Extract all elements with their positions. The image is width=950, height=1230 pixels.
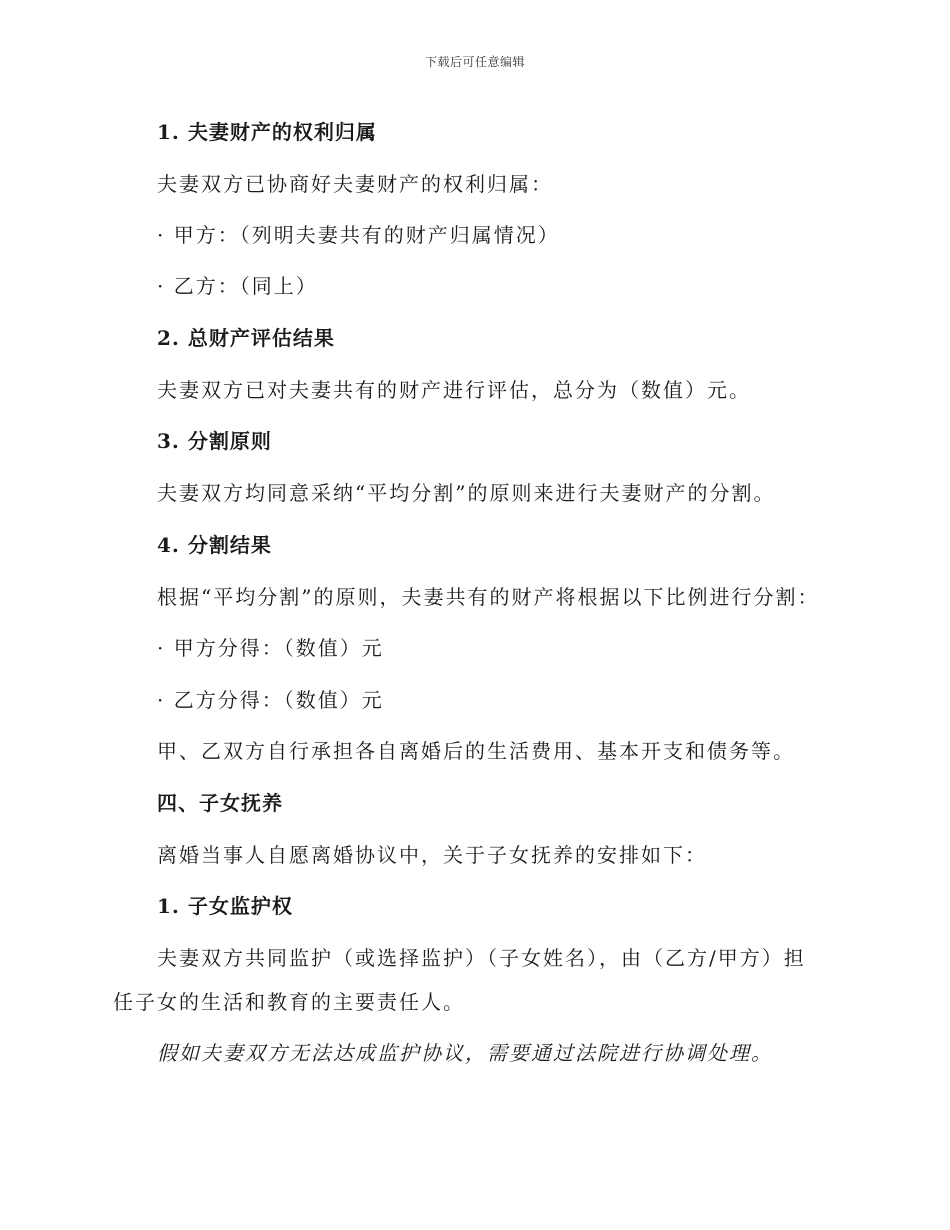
section-heading-valuation: 2. 总财产评估结果 <box>157 326 335 350</box>
bullet-party-b-share: · 乙方分得：（数值）元 <box>157 688 384 712</box>
bullet-party-a-share: · 甲方分得：（数值）元 <box>157 636 384 660</box>
paragraph-division-principle: 夫妻双方均同意采纳“平均分割”的原则来进行夫妻财产的分割。 <box>157 481 776 505</box>
section-heading-property-ownership: 1. 夫妻财产的权利归属 <box>157 120 377 144</box>
page-header: 下载后可任意编辑 <box>424 55 525 69</box>
paragraph-ownership-intro: 夫妻双方已协商好夫妻财产的权利归属： <box>157 172 553 196</box>
paragraph-court-mediation: 假如夫妻双方无法达成监护协议，需要通过法院进行协调处理。 <box>157 1041 773 1065</box>
section-heading-division-principle: 3. 分割原则 <box>157 429 272 453</box>
paragraph-custody-intro: 离婚当事人自愿离婚协议中，关于子女抚养的安排如下： <box>157 843 707 867</box>
bullet-party-a-ownership: · 甲方：（列明夫妻共有的财产归属情况） <box>157 223 560 247</box>
paragraph-division-result: 根据“平均分割”的原则，夫妻共有的财产将根据以下比例进行分割： <box>157 585 820 609</box>
section-heading-guardianship: 1. 子女监护权 <box>157 894 293 918</box>
paragraph-guardianship-line1: 夫妻双方共同监护（或选择监护）（子女姓名），由（乙方/甲方）担 <box>157 946 806 970</box>
bullet-party-b-ownership: · 乙方：（同上） <box>157 274 318 298</box>
section-heading-child-custody: 四、子女抚养 <box>157 791 283 815</box>
paragraph-expenses: 甲、乙双方自行承担各自离婚后的生活费用、基本开支和债务等。 <box>157 739 795 763</box>
section-heading-division-result: 4. 分割结果 <box>157 533 272 557</box>
paragraph-guardianship-line2: 任子女的生活和教育的主要责任人。 <box>113 990 465 1014</box>
paragraph-valuation: 夫妻双方已对夫妻共有的财产进行评估，总分为（数值）元。 <box>157 378 751 402</box>
